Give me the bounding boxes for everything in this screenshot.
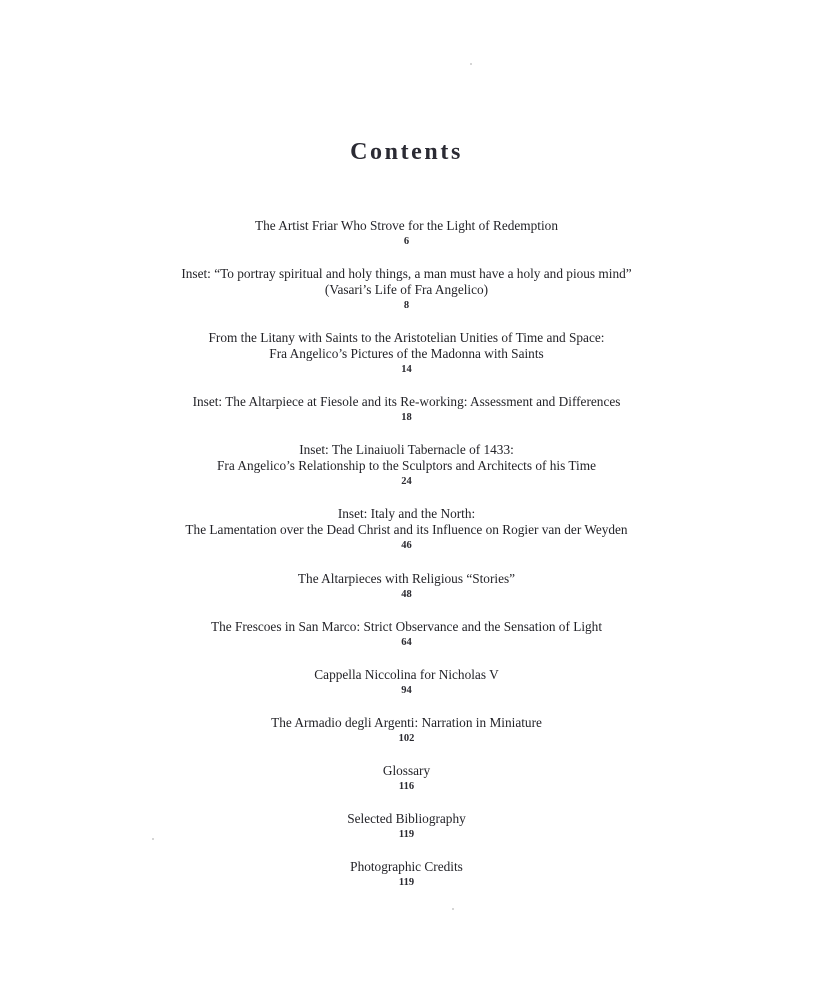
toc-page-number: 18 bbox=[401, 412, 412, 423]
paper-speck bbox=[152, 838, 154, 840]
toc-entry-title-line: Inset: Italy and the North: bbox=[337, 506, 476, 521]
toc-entry[interactable] bbox=[0, 506, 813, 553]
page-title: Contents bbox=[350, 139, 463, 165]
paper-speck bbox=[452, 908, 454, 910]
toc-entry-title-line: The Artist Friar Who Strove for the Light of Redemption bbox=[255, 218, 558, 233]
toc-entry[interactable] bbox=[0, 442, 813, 489]
toc-entry[interactable] bbox=[0, 330, 813, 377]
toc-entry-title-line: Fra Angelico’s Pictures of the Madonna with Saints bbox=[269, 346, 544, 361]
toc-entry[interactable] bbox=[0, 394, 813, 425]
toc-entry-title-line: Inset: “To portray spiritual and holy things, a man must have a holy and pious mind” bbox=[181, 266, 632, 281]
toc-entry-title-line: Glossary bbox=[382, 763, 431, 778]
toc-entry-title-line: From the Litany with Saints to the Aristotelian Unities of Time and Space: bbox=[208, 330, 605, 345]
toc-entry[interactable] bbox=[0, 859, 813, 890]
toc-entry-title-line: The Armadio degli Argenti: Narration in Miniature bbox=[271, 715, 542, 730]
toc-entry[interactable] bbox=[0, 266, 813, 313]
toc-entry-title-line: (Vasari’s Life of Fra Angelico) bbox=[324, 282, 489, 297]
toc-page-number: 64 bbox=[401, 637, 412, 648]
toc-page-number: 8 bbox=[403, 300, 410, 311]
toc-entry-title-line: Fra Angelico’s Relationship to the Sculptors and Architects of his Time bbox=[217, 458, 596, 473]
toc-page-number: 94 bbox=[401, 685, 412, 696]
toc-entry-title-line: Inset: The Altarpiece at Fiesole and its Re-working: Assessment and Differences bbox=[192, 394, 621, 409]
toc-entry-title-line: Cappella Niccolina for Nicholas V bbox=[314, 667, 499, 682]
toc-entry[interactable] bbox=[0, 571, 813, 602]
paper-speck bbox=[470, 63, 472, 65]
toc-entry[interactable] bbox=[0, 811, 813, 842]
toc-entry[interactable] bbox=[0, 619, 813, 650]
toc-page-number: 116 bbox=[398, 781, 415, 792]
toc-page-number: 119 bbox=[398, 877, 415, 888]
toc-page-number: 48 bbox=[401, 589, 412, 600]
toc-entry[interactable] bbox=[0, 715, 813, 746]
toc-entry-title-line: Photographic Credits bbox=[350, 859, 463, 874]
toc-entry[interactable] bbox=[0, 218, 813, 249]
toc-entry-title-line: The Frescoes in San Marco: Strict Observance and the Sensation of Light bbox=[210, 619, 603, 634]
toc-page-number: 46 bbox=[401, 540, 412, 551]
toc-page-number: 14 bbox=[401, 364, 412, 375]
toc-page-number: 24 bbox=[401, 476, 412, 487]
toc-page-number: 102 bbox=[398, 733, 415, 744]
toc-entry-title-line: Selected Bibliography bbox=[347, 811, 466, 826]
toc-entry-title-line: Inset: The Linaiuoli Tabernacle of 1433: bbox=[299, 442, 514, 457]
toc-page-number: 6 bbox=[403, 236, 410, 247]
toc-entry[interactable] bbox=[0, 763, 813, 794]
toc-entry-title-line: The Lamentation over the Dead Christ and its Influence on Rogier van der Weyden bbox=[185, 522, 628, 537]
toc-entry[interactable] bbox=[0, 667, 813, 698]
toc-entry-title-line: The Altarpieces with Religious “Stories” bbox=[297, 571, 516, 586]
toc-page-number: 119 bbox=[398, 829, 415, 840]
